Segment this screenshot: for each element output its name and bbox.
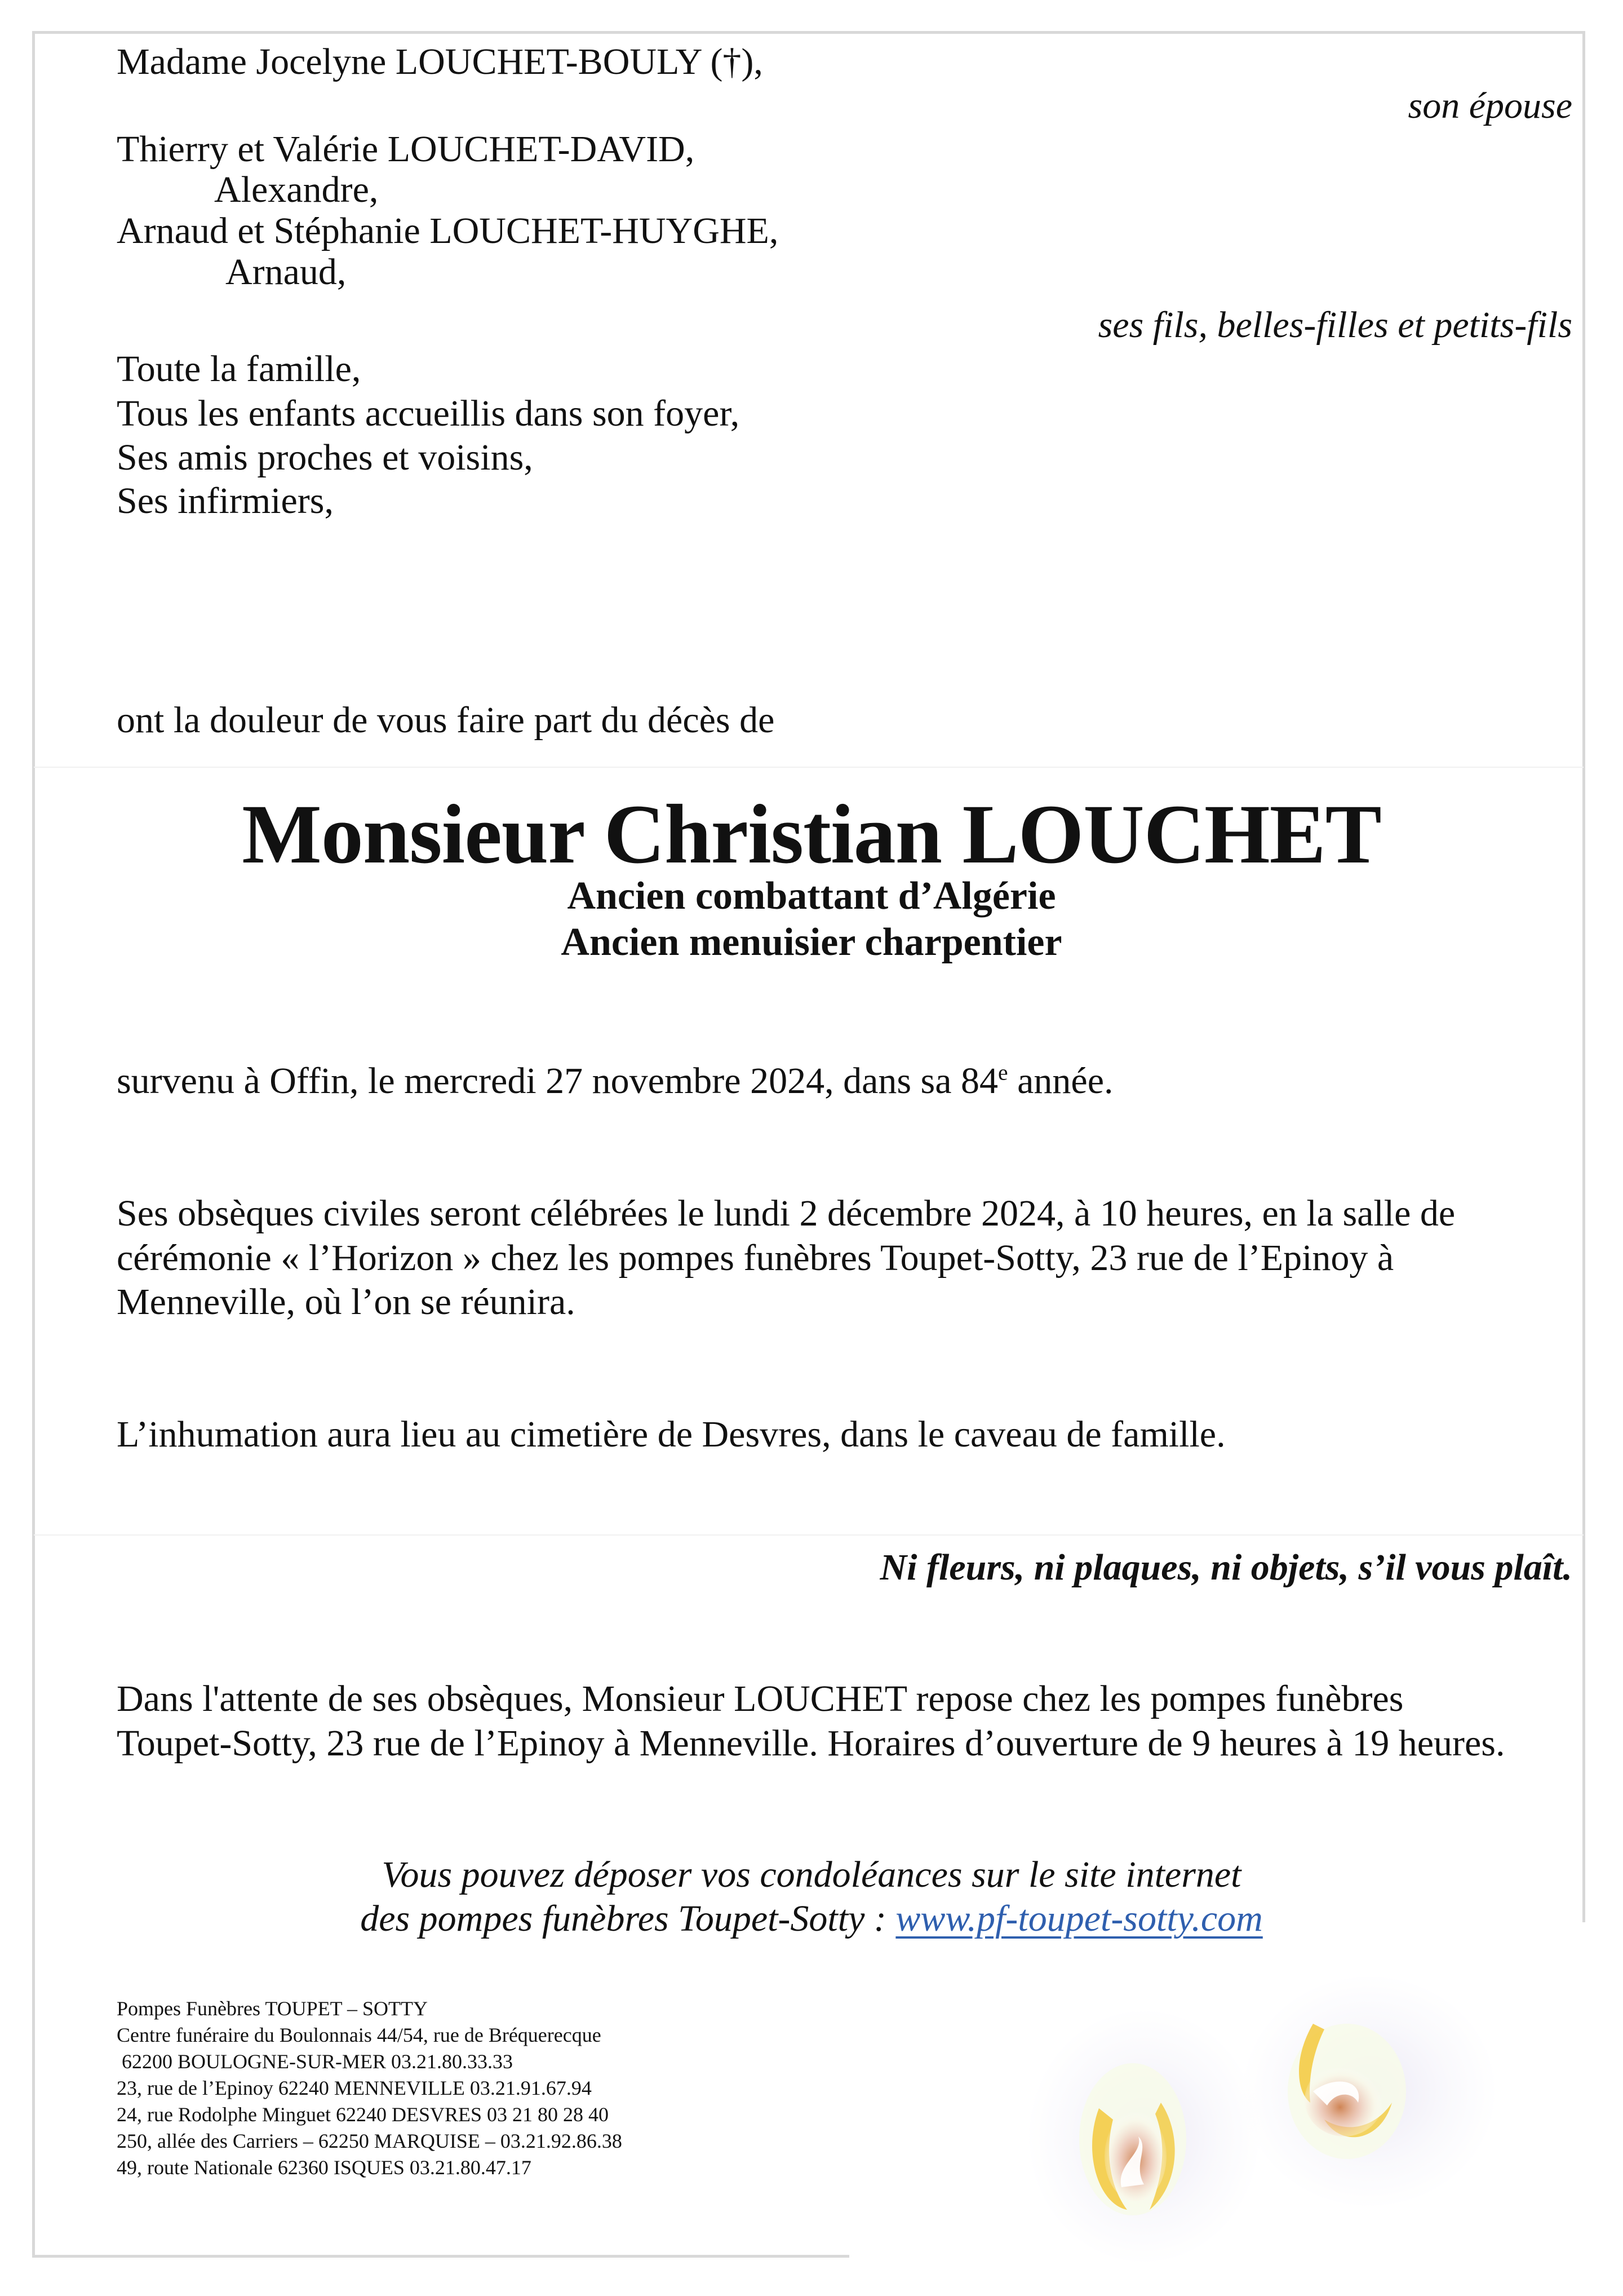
scan-fold-line bbox=[34, 1534, 1584, 1536]
footer-line: 49, route Nationale 62360 ISQUES 03.21.80.47.17 bbox=[117, 2156, 531, 2179]
child-line: Thierry et Valérie LOUCHET-DAVID, bbox=[117, 129, 695, 170]
death-details bbox=[117, 1060, 1114, 1101]
children-role: ses fils, belles-filles et petits-fils bbox=[1098, 304, 1572, 346]
orchid-flower-icon bbox=[1059, 2041, 1206, 2227]
child-line: Arnaud et Stéphanie LOUCHET-HUYGHE, bbox=[117, 210, 779, 251]
death-text: survenu à Offin, le mercredi 27 novembre 2024, dans sa 84 bbox=[117, 1060, 999, 1101]
no-flowers-notice: Ni fleurs, ni plaques, ni objets, s’il vous plaît. bbox=[880, 1547, 1572, 1588]
burial-line: L’inhumation aura lieu au cimetière de Desvres, dans le caveau de famille. bbox=[117, 1414, 1226, 1455]
condolences-line: Vous pouvez déposer vos condoléances sur le site internet bbox=[382, 1854, 1241, 1895]
funeral-home-addresses bbox=[117, 1996, 622, 2181]
condolences-line bbox=[0, 1900, 1623, 1937]
scan-fold-line bbox=[34, 767, 1584, 768]
orchid-flower-icon bbox=[1274, 2007, 1420, 2165]
death-text-end: année. bbox=[1008, 1060, 1114, 1101]
other-family-line: Toute la famille, bbox=[117, 348, 361, 390]
grandchild-line: Alexandre, bbox=[214, 169, 379, 210]
funeral-line: Ses obsèques civiles seront célébrées le lundi 2 décembre 2024, à 10 heures, en la salle de bbox=[117, 1193, 1456, 1234]
footer-line: 62200 BOULOGNE-SUR-MER 03.21.80.33.33 bbox=[117, 2050, 513, 2073]
deceased-title: Ancien menuisier charpentier bbox=[561, 921, 1062, 964]
other-family-line: Ses amis proches et voisins, bbox=[117, 437, 533, 478]
funeral-line: Menneville, où l’on se réunira. bbox=[117, 1281, 575, 1322]
spouse-role: son épouse bbox=[1408, 85, 1572, 126]
visitation-line: Dans l'attente de ses obsèques, Monsieur LOUCHET repose chez les pompes funèbres bbox=[117, 1678, 1404, 1719]
page-frame-right-border bbox=[1582, 31, 1585, 1922]
footer-line: 250, allée des Carriers – 62250 MARQUISE – 03.21.92.86.38 bbox=[117, 2130, 622, 2152]
other-family-line: Ses infirmiers, bbox=[117, 480, 334, 521]
footer-line: 23, rue de l’Epinoy 62240 MENNEVILLE 03.21.91.67.94 bbox=[117, 2077, 592, 2099]
footer-line: Centre funéraire du Boulonnais 44/54, rue de Bréquerecque bbox=[117, 2024, 601, 2046]
deceased-name: Monsieur Christian LOUCHET bbox=[242, 788, 1381, 881]
footer-line: 24, rue Rodolphe Minguet 62240 DESVRES 03 21 80 28 40 bbox=[117, 2103, 609, 2126]
visitation-line: Toupet-Sotty, 23 rue de l’Epinoy à Menneville. Horaires d’ouverture de 9 heures à 19 heures. bbox=[117, 1723, 1505, 1764]
deceased-title: Ancien combattant d’Algérie bbox=[567, 874, 1056, 918]
grandchild-line: Arnaud, bbox=[225, 251, 347, 293]
website-link[interactable]: www.pf-toupet-sotty.com bbox=[895, 1898, 1263, 1939]
ordinal-suffix: e bbox=[998, 1060, 1008, 1085]
page-frame-bottom-border bbox=[32, 2255, 849, 2258]
condolences-prefix: des pompes funèbres Toupet-Sotty : bbox=[360, 1898, 896, 1939]
funeral-line: cérémonie « l’Horizon » chez les pompes funèbres Toupet-Sotty, 23 rue de l’Epinoy à bbox=[117, 1237, 1394, 1278]
spouse-line: Madame Jocelyne LOUCHET-BOULY (†), bbox=[117, 41, 763, 82]
other-family-line: Tous les enfants accueillis dans son foyer, bbox=[117, 393, 740, 434]
announcement-text: ont la douleur de vous faire part du décès de bbox=[117, 700, 775, 741]
footer-line: Pompes Funèbres TOUPET – SOTTY bbox=[117, 1997, 428, 2020]
